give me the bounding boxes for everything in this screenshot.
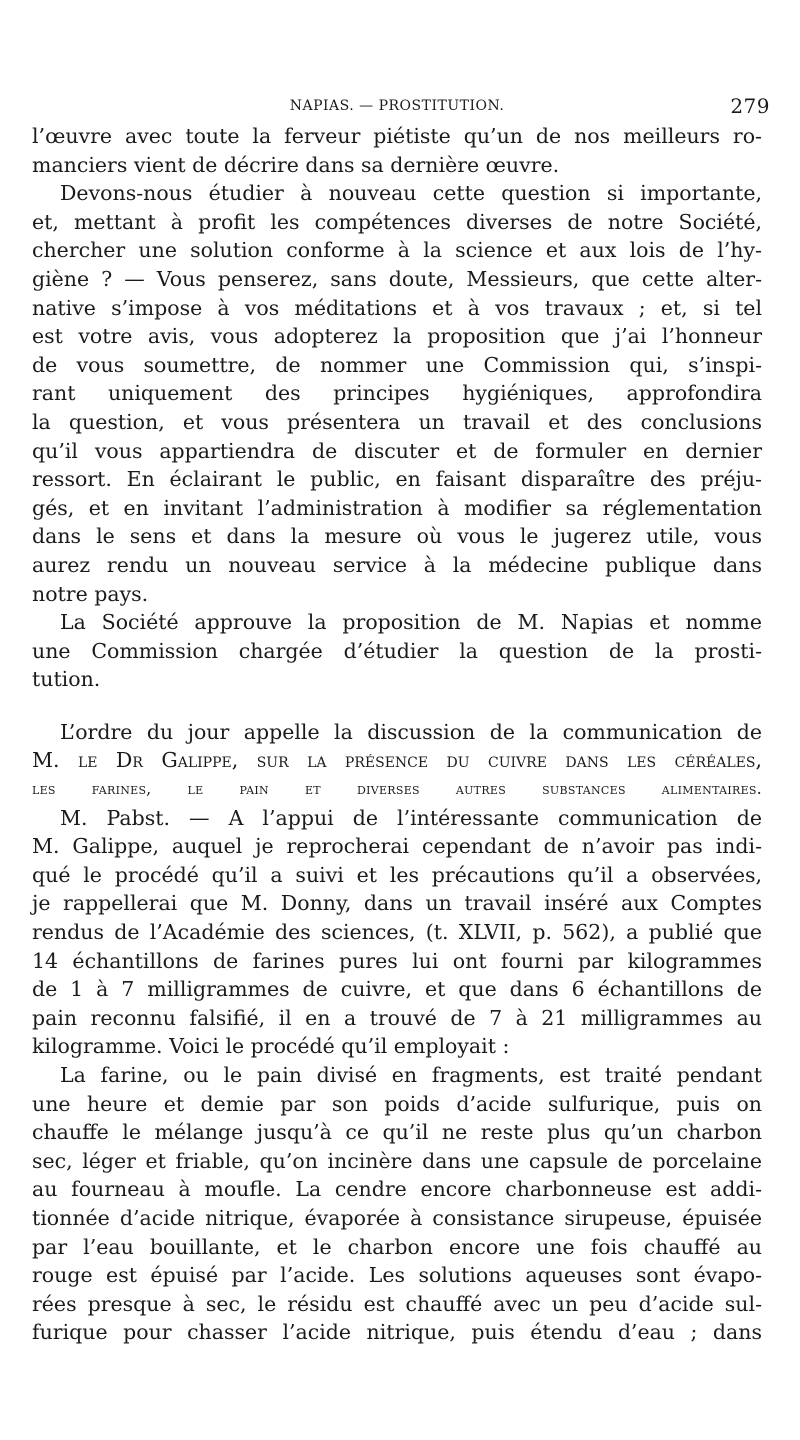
text-line: je rappellerai que M. Donny, dans un travail inséré aux Comptes (32, 891, 762, 916)
text-line: sec, léger et friable, qu’on incinère dans une capsule de porcelaine (32, 1148, 762, 1173)
text-line: une heure et demie par son poids d’acide sulfurique, puis on (32, 1091, 762, 1116)
text-line: M. Pabst. — A l’appui de l’intéressante communication de (60, 805, 762, 830)
text-line: 14 échantillons de farines pures lui ont fourni par kilogrammes (32, 948, 762, 973)
text-line: M. Galippe, auquel je reprocherai cependant de n’avoir pas indi- (32, 834, 762, 859)
text-line: dans le sens et dans la mesure où vous le jugerez utile, vous (32, 524, 762, 549)
text-line: pain reconnu falsifié, il en a trouvé de 7 à 21 milligrammes au (32, 1005, 762, 1030)
body-text (32, 122, 762, 1347)
text-line: rant uniquement des principes hygiéniques, approfondira (32, 381, 762, 406)
text-line: de vous soumettre, de nommer une Commission qui, s’inspi- (32, 352, 762, 377)
text-line: rendus de l’Académie des sciences, (t. XLVII, p. 562), a publié que (32, 920, 762, 945)
text-line: est votre avis, vous adopterez la proposition que j’ai l’honneur (32, 324, 762, 349)
text-line: la question, et vous présentera un travail et des conclusions (32, 409, 762, 434)
text-line: les farines, le pain et diverses autres substances alimentaires. (32, 780, 762, 799)
text-line: et, mettant à profit les compétences diverses de notre Société, (32, 209, 762, 234)
text-line: ressort. En éclairant le public, en faisant disparaître des préju- (32, 467, 762, 492)
text-line: au fourneau à moufle. La cendre encore charbonneuse est addi- (32, 1177, 762, 1202)
text-line: l’œuvre avec toute la ferveur piétiste qu’un de nos meilleurs ro- (32, 124, 762, 148)
text-line: gés, et en invitant l’administration à modifier sa réglementation (32, 495, 762, 520)
text-line: qu’il vous appartiendra de discuter et de formuler en dernier (32, 438, 762, 463)
text-line: une Commission chargée d’étudier la question de la prosti- (32, 638, 762, 663)
text-line: native s’impose à vos méditations et à vos travaux ; et, si tel (32, 295, 762, 320)
text-line: tionnée d’acide nitrique, évaporée à consistance sirupeuse, épuisée (32, 1205, 762, 1230)
text-line: par l’eau bouillante, et le charbon encore une fois chauffé au (32, 1234, 762, 1259)
running-title: NAPIAS. — PROSTITUTION. (289, 98, 505, 114)
text-line: M. le Dr Galippe, sur la présence du cuivre dans les céréales, (32, 748, 762, 773)
text-line: furique pour chasser l’acide nitrique, puis étendu d’eau ; dans (32, 1320, 762, 1345)
text-line: chercher une solution conforme à la science et aux lois de l’hy- (32, 238, 762, 263)
text-line: de 1 à 7 milligrammes de cuivre, et que dans 6 échantillons de (32, 977, 762, 1002)
text-line: aurez rendu un nouveau service à la médecine publique dans (32, 552, 762, 577)
text-line: kilogramme. Voici le procédé qu’il employait : (32, 1034, 510, 1059)
book-page (32, 92, 770, 1347)
text-line: chauffe le mélange jusqu’à ce qu’il ne reste plus qu’un charbon (32, 1120, 762, 1145)
running-head (32, 92, 770, 122)
text-line: giène ? — Vous penserez, sans doute, Messieurs, que cette alter- (32, 266, 762, 291)
text-line: La Société approuve la proposition de M. Napias et nomme (60, 610, 762, 635)
text-line: manciers vient de décrire dans sa dernière œuvre. (32, 152, 560, 177)
text-line: qué le procédé qu’il a suivi et les précautions qu’il a observées, (32, 862, 762, 887)
text-line: tution. (32, 667, 101, 692)
text-line: rées presque à sec, le résidu est chauffé avec un peu d’acide sul- (32, 1291, 762, 1316)
text-line: Devons-nous étudier à nouveau cette question si importante, (60, 181, 762, 206)
page-number: 279 (730, 94, 770, 118)
section-gap (32, 694, 762, 718)
text-line: rouge est épuisé par l’acide. Les solutions aqueuses sont évapo- (32, 1263, 762, 1288)
text-line: L’ordre du jour appelle la discussion de la communication de (60, 719, 762, 744)
text-line: La farine, ou le pain divisé en fragments, est traité pendant (60, 1063, 762, 1087)
text-line: notre pays. (32, 581, 149, 606)
